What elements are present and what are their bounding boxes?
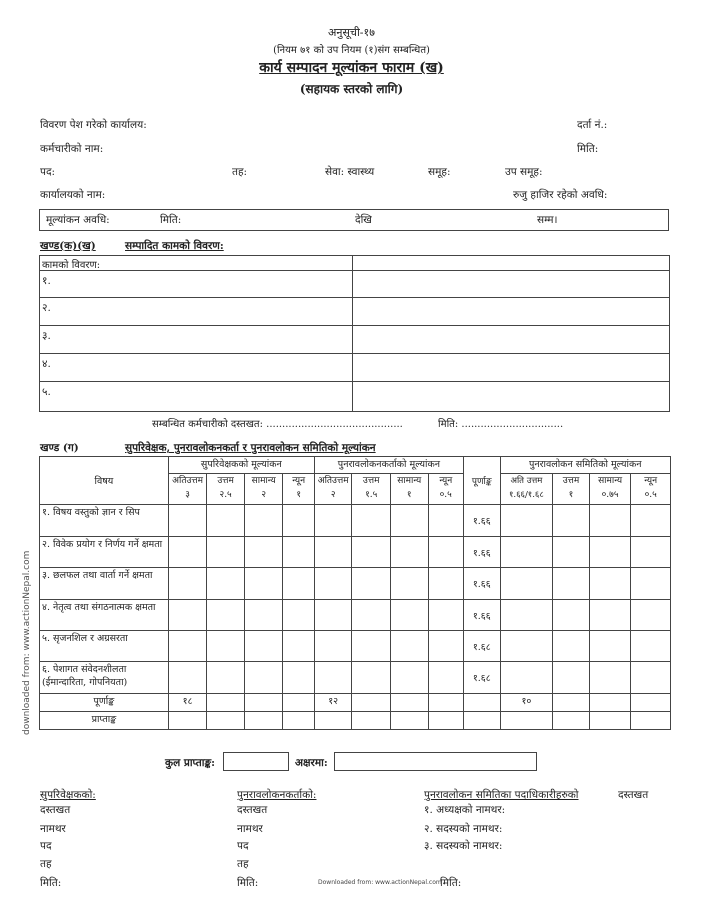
full-marks-row bbox=[40, 694, 671, 712]
employee-signature-date: मिति: ................................ bbox=[438, 419, 564, 430]
eval-period-box bbox=[39, 209, 669, 231]
committee-date: मिति: bbox=[440, 877, 462, 889]
footer-download-note: Downloaded from: www.actionNepal.com bbox=[318, 879, 442, 886]
group-label: समूह: bbox=[428, 166, 451, 178]
service-label: सेवा: स्वास्थ्य bbox=[325, 166, 375, 178]
supervisor-group-header: सुपरिवेक्षकको मूल्यांकन bbox=[168, 457, 314, 474]
eval-period-from: देखि bbox=[355, 214, 372, 226]
work-details-header: कामको विवरण: bbox=[42, 260, 101, 271]
criterion-label: १. विषय वस्तुको ज्ञान र सिप bbox=[40, 505, 169, 537]
supervisor-post: पद bbox=[40, 840, 52, 852]
work-row-5: ५. bbox=[42, 386, 51, 398]
supervisor-col: न्यून १ bbox=[283, 474, 314, 505]
post-label: पद: bbox=[40, 166, 56, 178]
eval-period-to: सम्म। bbox=[537, 214, 558, 226]
obtained-marks-label: प्राप्ताङ्क bbox=[40, 712, 169, 730]
supervisor-total: १८ bbox=[168, 694, 207, 712]
side-watermark: downloaded from: www.actionNepal.com bbox=[22, 550, 32, 735]
supervisor-date: मिति: bbox=[40, 877, 62, 889]
committee-group-header: पुनरावलोकन समितिको मूल्यांकन bbox=[500, 457, 670, 474]
reviewer-name: नामथर bbox=[237, 823, 263, 835]
supervisor-sign: दस्तखत bbox=[40, 804, 71, 816]
criterion-full-marks: १.६८ bbox=[464, 662, 501, 694]
reg-no-label: दर्ता नं.: bbox=[577, 119, 608, 131]
criterion-label: ३. छलफल तथा वार्ता गर्ने क्षमता bbox=[40, 568, 169, 600]
eval-period-date: मिति: bbox=[160, 214, 182, 226]
criterion-label: ५. सृजनशिल र अग्रसरता bbox=[40, 631, 169, 662]
member1-name: २. सदस्यको नामथर: bbox=[424, 823, 503, 835]
member2-name: ३. सदस्यको नामथर: bbox=[424, 840, 503, 852]
work-details-table bbox=[39, 255, 670, 412]
reviewer-col: न्यून ०.५ bbox=[428, 474, 464, 505]
criterion-full-marks: १.६८ bbox=[464, 631, 501, 662]
reviewer-post: पद bbox=[237, 840, 249, 852]
committee-sign-heading: पुनरावलोकन समितिका पदाधिकारीहरुको bbox=[424, 789, 579, 801]
full-marks-header: पूर्णाङ्क bbox=[464, 457, 501, 505]
full-marks-row-label: पूर्णाङ्क bbox=[40, 694, 169, 712]
table-row bbox=[40, 600, 671, 631]
table-row bbox=[40, 631, 671, 662]
evaluation-table bbox=[39, 456, 671, 730]
criterion-label: ४. नेतृत्व तथा संगठनात्मक क्षमता bbox=[40, 600, 169, 631]
supervisor-name: नामथर bbox=[40, 823, 66, 835]
committee-col: उत्तम १ bbox=[553, 474, 590, 505]
criterion-full-marks: १.६६ bbox=[464, 600, 501, 631]
level-label: तह: bbox=[232, 166, 248, 178]
reviewer-date: मिति: bbox=[237, 877, 259, 889]
subgroup-label: उप समूह: bbox=[505, 166, 543, 178]
committee-col: सामान्य ०.७५ bbox=[589, 474, 631, 505]
criterion-full-marks: १.६६ bbox=[464, 537, 501, 568]
in-words-field[interactable] bbox=[334, 752, 537, 771]
form-subtitle: (सहायक स्तरको लागि) bbox=[299, 82, 404, 96]
section-ab-title: सम्पादित कामको विवरण: bbox=[125, 240, 224, 252]
table-row bbox=[40, 537, 671, 568]
chair-name: १. अध्यक्षको नामथर: bbox=[424, 804, 506, 816]
table-row bbox=[40, 568, 671, 600]
form-title: कार्य सम्पादन मूल्यांकन फाराम (ख) bbox=[259, 60, 444, 76]
criterion-full-marks: १.६६ bbox=[464, 568, 501, 600]
work-row-4: ४. bbox=[42, 358, 51, 370]
supervisor-col: सामान्य २ bbox=[244, 474, 283, 505]
total-obtained-field[interactable] bbox=[223, 752, 289, 771]
table-row bbox=[40, 505, 671, 537]
reviewer-group-header: पुनरावलोकनकर्ताको मूल्यांकन bbox=[314, 457, 463, 474]
in-words-label: अक्षरमा: bbox=[295, 757, 328, 769]
total-obtained-label: कुल प्राप्ताङ्क: bbox=[165, 757, 215, 769]
date-label: मिति: bbox=[577, 143, 599, 155]
supervisor-sign-heading: सुपरिवेक्षकको: bbox=[40, 789, 96, 801]
work-row-3: ३. bbox=[42, 330, 51, 342]
eval-period-label: मूल्यांकन अवधि: bbox=[46, 214, 110, 226]
annex-number: अनुसूची-१७ bbox=[328, 26, 375, 39]
supervisor-col: अतिउत्तम ३ bbox=[168, 474, 207, 505]
criterion-full-marks: १.६६ bbox=[464, 505, 501, 537]
employee-signature-line: सम्बन्धित कर्मचारीको दस्तखत: ........................................... bbox=[152, 419, 403, 430]
committee-col: अति उत्तम १.६६/१.६८ bbox=[500, 474, 553, 505]
attendance-period-label: रुजु हाजिर रहेको अवधि: bbox=[513, 189, 608, 201]
committee-total: १० bbox=[500, 694, 553, 712]
rule-reference: (नियम ७१ को उप नियम (१)संग सम्बन्धित) bbox=[273, 45, 430, 56]
table-row bbox=[40, 662, 671, 694]
reviewer-col: अतिउत्तम २ bbox=[314, 474, 352, 505]
obtained-marks-row bbox=[40, 712, 671, 730]
work-row-1: १. bbox=[42, 275, 51, 287]
employee-name-label: कर्मचारीको नाम: bbox=[40, 143, 104, 155]
reviewer-sign: दस्तखत bbox=[237, 804, 268, 816]
office-submit-label: विवरण पेश गरेको कार्यालय: bbox=[40, 119, 147, 131]
section-ab-code: खण्ड(क)(ख) bbox=[40, 240, 96, 252]
supervisor-col: उत्तम २.५ bbox=[207, 474, 245, 505]
committee-col: न्यून ०.५ bbox=[631, 474, 671, 505]
work-row-2: २. bbox=[42, 302, 51, 314]
reviewer-total: १२ bbox=[314, 694, 352, 712]
reviewer-col: उत्तम १.५ bbox=[352, 474, 391, 505]
section-c-code: खण्ड (ग) bbox=[40, 442, 79, 454]
criterion-label: ६. पेशागत संवेदनशीलता (ईमान्दारिता, गोपनियता) bbox=[40, 662, 169, 694]
reviewer-col: सामान्य १ bbox=[390, 474, 428, 505]
subject-header: विषय bbox=[40, 457, 169, 505]
supervisor-level: तह bbox=[40, 858, 52, 870]
criterion-label: २. विवेक प्रयोग र निर्णय गर्ने क्षमता bbox=[40, 537, 169, 568]
section-c-title: सुपरिवेक्षक, पुनरावलोकनकर्ता र पुनरावलोकन समितिको मूल्यांकन bbox=[125, 442, 376, 454]
committee-sign-label: दस्तखत bbox=[618, 789, 649, 801]
office-name-label: कार्यालयको नाम: bbox=[40, 189, 106, 201]
reviewer-sign-heading: पुनरावलोकनकर्ताको: bbox=[237, 789, 317, 801]
reviewer-level: तह bbox=[237, 858, 249, 870]
